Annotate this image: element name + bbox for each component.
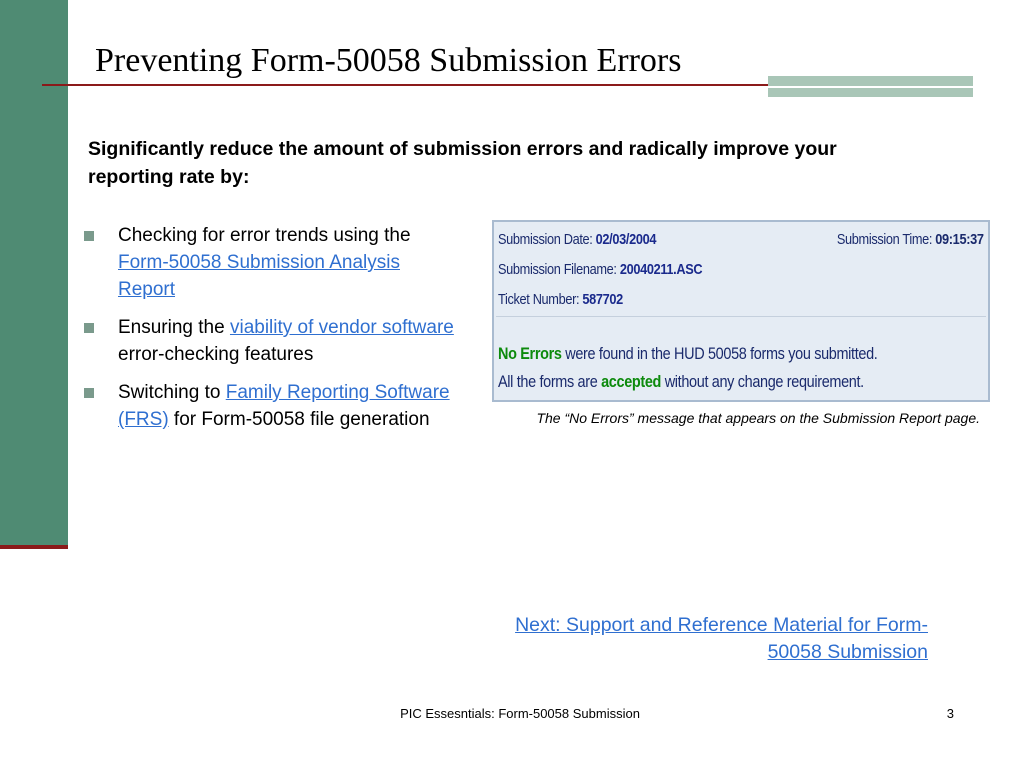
bullet-item [78, 314, 458, 368]
page-number: 3 [946, 706, 954, 721]
square-bullet-icon [84, 323, 94, 333]
no-errors-label: No Errors [498, 344, 562, 363]
no-errors-message [498, 344, 877, 364]
submission-time-value: 09:15:37 [935, 231, 984, 248]
bullet-text: Ensuring the [118, 317, 230, 338]
submission-date-row [498, 231, 656, 248]
bullet-item [78, 222, 458, 303]
submission-date-value: 02/03/2004 [595, 231, 657, 248]
bullet-list [78, 222, 458, 444]
side-accent-bar [0, 0, 68, 545]
submission-time-row [837, 231, 984, 248]
filename-value: 20040211.ASC [619, 261, 703, 278]
next-slide-link[interactable]: Next: Support and Reference Material for Form-50058 Submission [515, 614, 928, 663]
bullet-text: Switching to [118, 382, 226, 403]
slide-title: Preventing Form-50058 Submission Errors [95, 42, 682, 79]
submission-time-label: Submission Time: [837, 231, 936, 248]
filename-label: Submission Filename: [498, 261, 620, 278]
accepted-label: accepted [601, 372, 662, 391]
decorative-block-bottom [768, 88, 973, 97]
footer-text: PIC Essesntials: Form-50058 Submission [400, 706, 640, 721]
ticket-number-row [498, 291, 623, 308]
decorative-block-top [768, 76, 973, 86]
submission-date-label: Submission Date: [498, 231, 596, 248]
analysis-report-link[interactable]: Form-50058 Submission Analysis Report [118, 252, 400, 300]
vendor-software-link[interactable]: viability of vendor software [229, 317, 454, 338]
accepted-message [498, 372, 864, 392]
ticket-value: 587702 [582, 291, 623, 308]
slide-subtitle: Significantly reduce the amount of submission errors and radically improve your reporting rate by: [88, 138, 837, 188]
frs-link[interactable]: Family Reporting Software (FRS) [118, 382, 450, 430]
submission-filename-row [498, 261, 702, 278]
accepted-text-pre: All the forms are [498, 372, 602, 391]
bullet-text-end: for Form-50058 file generation [168, 409, 430, 430]
bullet-text: Checking for error trends using the [118, 225, 411, 246]
submission-report-screenshot [492, 220, 990, 402]
square-bullet-icon [84, 388, 94, 398]
screenshot-caption: The “No Errors” message that appears on the Submission Report page. [536, 410, 980, 426]
side-accent-rule [0, 545, 68, 549]
bullet-text-end: error-checking features [118, 344, 314, 365]
no-errors-text: were found in the HUD 50058 forms you submitted. [561, 344, 878, 363]
screenshot-divider [496, 316, 986, 317]
next-link-container [470, 612, 928, 666]
ticket-label: Ticket Number: [498, 291, 583, 308]
accepted-text-post: without any change requirement. [661, 372, 864, 391]
bullet-item [78, 379, 458, 433]
square-bullet-icon [84, 231, 94, 241]
